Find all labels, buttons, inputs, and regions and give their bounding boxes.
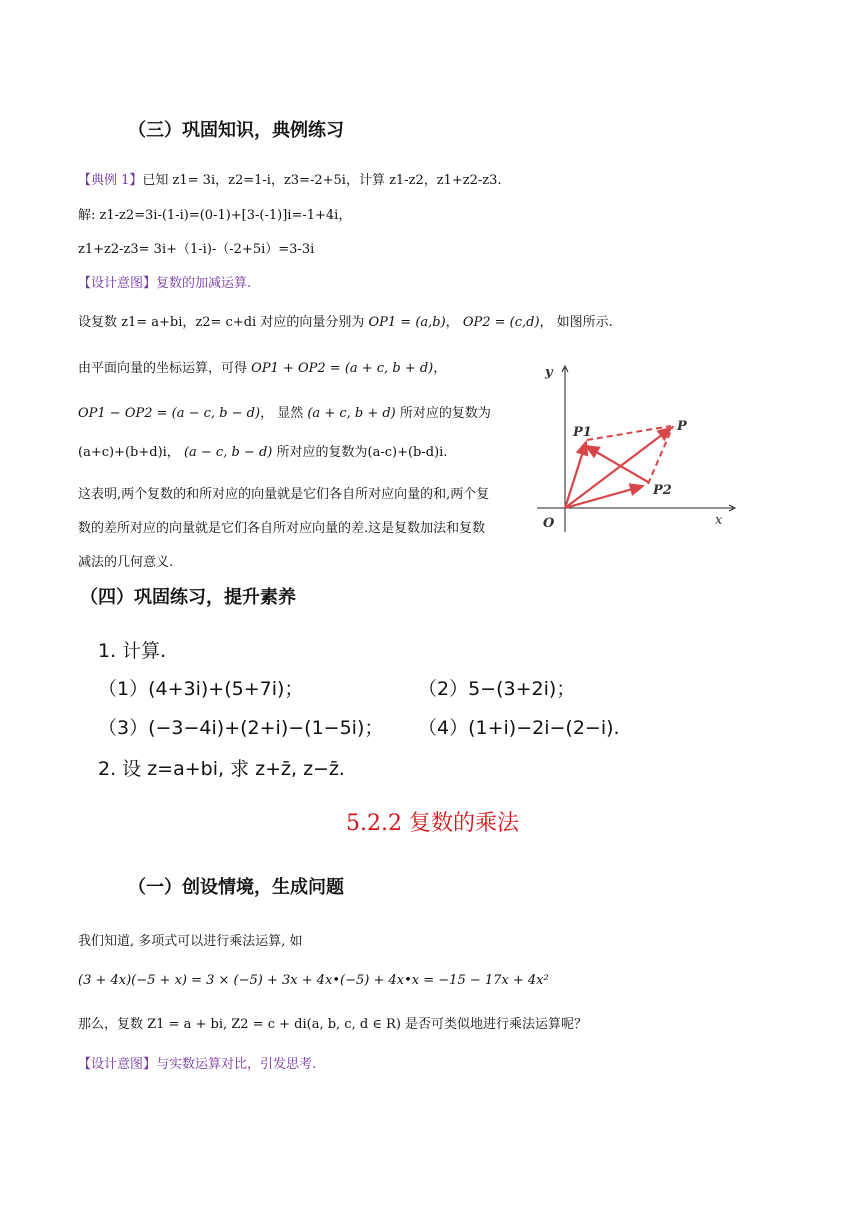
solution-line-1: 解: z1-z2=3i-(1-i)=(0-1)+[3-(-1)]i=-1+4i， xyxy=(78,208,352,223)
geometry-line-2 xyxy=(78,360,446,378)
geo-l4c: 所对应的复数为(a-c)+(b-d)i. xyxy=(276,445,448,460)
vector-sum: OP1 + OP2 = (a + c, b + d) xyxy=(251,361,434,376)
geometry-line-4 xyxy=(78,444,447,462)
exercise-1-title: 1. 计算. xyxy=(98,640,167,662)
design2-text: 与实数运算对比，引发思考. xyxy=(156,1057,317,1072)
vector-op2: OP2 = (c,d) xyxy=(462,315,540,330)
vector-op1: OP1 = (a,b) xyxy=(368,315,446,330)
example-tag: 【典例 1】 xyxy=(78,173,143,188)
vector-diff: OP1 − OP2 = (a − c, b − d) xyxy=(78,406,261,421)
geo-l2c: ， xyxy=(433,361,447,376)
design-tag: 【设计意图】 xyxy=(78,276,157,291)
design-intent-1 xyxy=(78,275,251,293)
geo-l2a: 由平面向量的坐标运算，可得 xyxy=(78,361,248,376)
x-label: x xyxy=(715,513,723,528)
exercise-1-3: （3）(−3−4i)+(2+i)−(1−5i)； xyxy=(98,717,384,739)
exercise-1-1: （1）(4+3i)+(5+7i)； xyxy=(98,678,304,700)
section-title-3: （三）巩固知识，典例练习 xyxy=(128,120,344,141)
exercise-1-4: （4）(1+i)−2i−(2−i). xyxy=(418,717,620,739)
exercise-1-2: （2）5−(3+2i)； xyxy=(418,678,576,700)
example-text: 已知 z1= 3i，z2=1-i，z3=-2+5i，计算 z1-z2，z1+z2-z3. xyxy=(142,173,502,188)
coord-sum: (a + c, b + d) xyxy=(307,406,396,421)
geometry-line-1 xyxy=(78,314,613,332)
chapter-title: 5.2.2 复数的乘法 xyxy=(346,811,519,836)
design-intent-2 xyxy=(78,1056,316,1074)
design-text: 复数的加减运算. xyxy=(156,276,252,291)
y-label: y xyxy=(545,365,553,380)
section-title-4: （四）巩固练习，提升素养 xyxy=(80,587,296,608)
p2-label: P2 xyxy=(653,483,672,498)
geo-l1e: ， 如图所示. xyxy=(539,315,613,330)
intro-question: 那么，复数 Z1 = a + bi, Z2 = c + di(a, b, c, d ∈ R) 是否可类似地进行乘法运算呢？ xyxy=(78,1017,588,1032)
geo-l4a: (a+c)+(b+d)i， xyxy=(78,445,180,460)
solution-line-2: z1+z2-z3= 3i+（1-i)-（-2+5i）=3-3i xyxy=(78,242,315,257)
exercise-2: 2. 设 z=a+bi, 求 z+z̄, z−z̄. xyxy=(98,758,345,780)
geo-l1a: 设复数 z1= a+bi，z2= c+di 对应的向量分别为 xyxy=(78,315,365,330)
section-title-1: （一）创设情境，生成问题 xyxy=(128,877,344,898)
intro-line: 我们知道, 多项式可以进行乘法运算, 如 xyxy=(78,934,303,949)
geo-l3b: ， 显然 xyxy=(260,406,304,421)
vector-op2-arrow xyxy=(565,486,643,508)
p1-label: P1 xyxy=(573,425,592,440)
geometry-paragraph: 这表明,两个复数的和所对应的向量就是它们各自所对应向量的和,两个复数的差所对应的向量就是它们各自所对应向量的差.这是复数加法和复数减法的几何意义. xyxy=(78,487,490,570)
polynomial-formula: (3 + 4x)(−5 + x) = 3 × (−5) + 3x + 4x•(−5) + 4x•x = −15 − 17x + 4x² xyxy=(78,973,549,988)
design2-tag: 【设计意图】 xyxy=(78,1057,157,1072)
origin-label: O xyxy=(543,516,555,531)
vector-op1-arrow xyxy=(565,442,586,508)
geo-l3d: 所对应的复数为 xyxy=(399,406,491,421)
p-label: P xyxy=(677,419,687,434)
example-problem xyxy=(78,172,502,190)
geometry-line-3 xyxy=(78,405,491,423)
coord-diff: (a − c, b − d) xyxy=(183,445,273,460)
geo-l1c: ， xyxy=(445,315,459,330)
vector-diagram xyxy=(525,360,740,540)
